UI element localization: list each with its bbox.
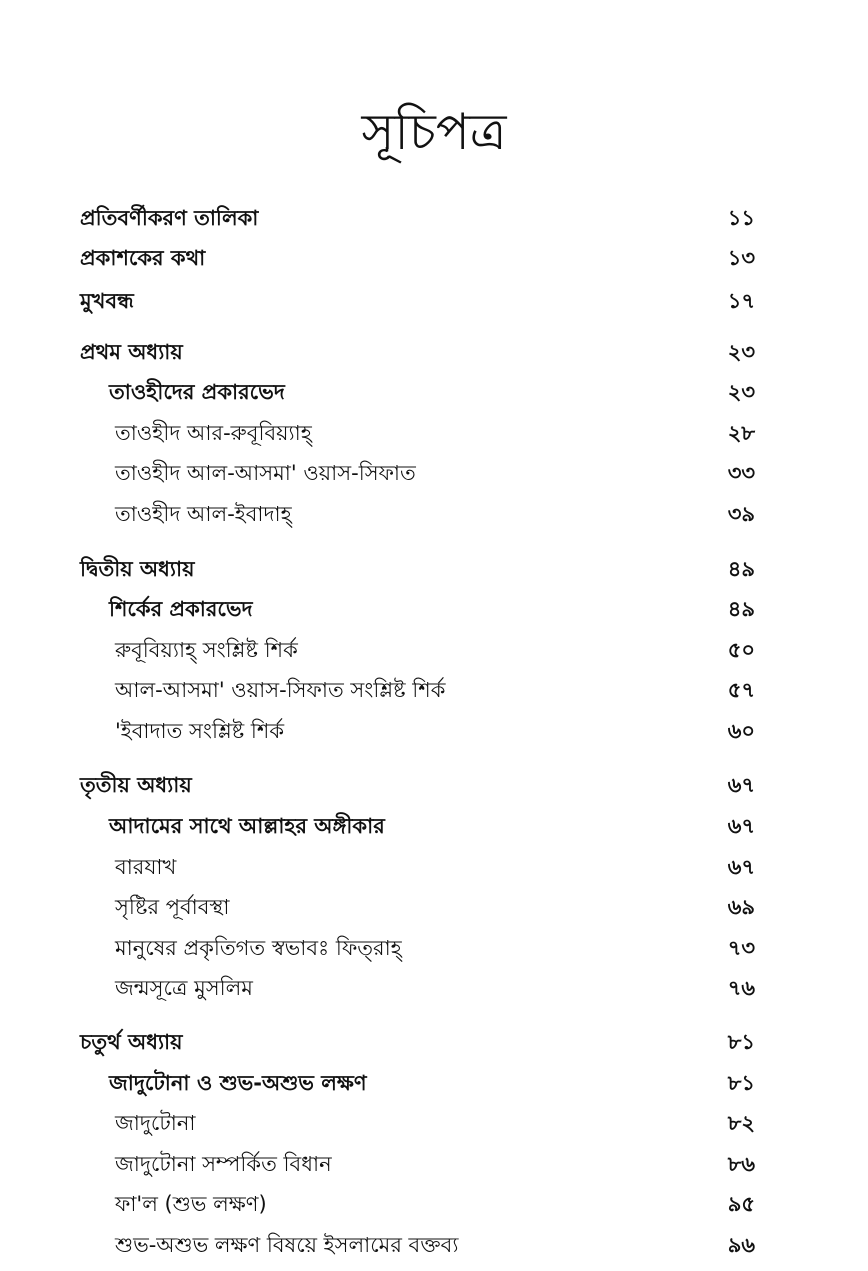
toc-entry-page-number: ৩৩ xyxy=(727,460,755,485)
toc-entry-page-number: ৪৯ xyxy=(727,596,755,621)
toc-entry-title: শুভ-অশুভ লক্ষণ বিষয়ে ইসলামের বক্তব্য xyxy=(115,1233,459,1257)
toc-entry-page-number: ৭৩ xyxy=(727,935,755,960)
toc-entry-page-number: ১১ xyxy=(727,205,755,230)
toc-entry xyxy=(80,496,755,532)
toc-entry-page-number: ৮২ xyxy=(727,1110,755,1135)
page-title: সূচিপত্র xyxy=(361,103,507,161)
toc-entry-page-number: ১৭ xyxy=(727,288,755,313)
toc-entry-title: মানুষের প্রকৃতিগত স্বভাবঃ ফিত্‌রাহ্ xyxy=(115,936,402,960)
toc-entry xyxy=(80,334,755,370)
toc-entry-title: তৃতীয় অধ্যায় xyxy=(80,773,192,797)
toc-entry xyxy=(80,808,755,844)
toc-entry xyxy=(80,591,755,627)
toc-entry xyxy=(80,200,755,236)
toc-entry-page-number: ৬৯ xyxy=(727,894,755,919)
toc-entry-title: তাওহীদ আল-আসমা' ওয়াস-সিফাত xyxy=(115,461,416,485)
toc-entry xyxy=(80,1186,755,1222)
toc-entry xyxy=(80,849,755,885)
toc-entry-title: জাদুটোনা সম্পর্কিত বিধান xyxy=(115,1152,332,1176)
toc-entry-title: দ্বিতীয় অধ্যায় xyxy=(80,557,195,581)
toc-entry-page-number: ৩৯ xyxy=(727,501,755,526)
toc-entry xyxy=(80,970,755,1006)
toc-entry-page-number: ২৩ xyxy=(727,379,755,404)
toc-entry-title: শির্কের প্রকারভেদ xyxy=(109,597,253,621)
toc-entry-title: আদামের সাথে আল্লাহর অঙ্গীকার xyxy=(109,814,385,838)
toc-entry xyxy=(80,455,755,491)
toc-entry-title: জন্মসূত্রে মুসলিম xyxy=(115,976,253,1000)
toc-entry-title: প্রথম অধ্যায় xyxy=(80,340,183,364)
toc-entry-title: রুবূবিয়্যাহ্ সংশ্লিষ্ট শির্ক xyxy=(115,638,298,662)
toc-entry-title: সৃষ্টির পূর্বাবস্থা xyxy=(115,895,230,919)
toc-entry-page-number: ৯৬ xyxy=(727,1232,755,1257)
toc-entry-page-number: ৭৬ xyxy=(727,975,755,1000)
toc-entry xyxy=(80,889,755,925)
toc-entry-page-number: ২৩ xyxy=(727,339,755,364)
toc-entry-page-number: ১৩ xyxy=(727,245,755,270)
toc-entry-page-number: ৯৫ xyxy=(727,1191,755,1216)
toc-entry-title: 'ইবাদাত সংশ্লিষ্ট শির্ক xyxy=(115,719,285,743)
toc-entry-title: মুখবন্ধ xyxy=(80,289,134,313)
toc-entry-title: চতুর্থ অধ্যায় xyxy=(80,1030,183,1054)
toc-entry xyxy=(80,1105,755,1141)
toc-entry xyxy=(80,1065,755,1101)
toc-entry-page-number: ৬৭ xyxy=(727,772,755,797)
toc-entry-title: প্রকাশকের কথা xyxy=(80,246,206,270)
toc-entry xyxy=(80,1146,755,1182)
toc-entry xyxy=(80,283,755,319)
toc-entry-title: বারযাখ xyxy=(115,855,177,879)
toc-entry xyxy=(80,240,755,276)
toc-entry-page-number: ২৮ xyxy=(727,420,755,445)
toc-entry-page-number: ৫৭ xyxy=(727,677,755,702)
toc-entry-title: জাদুটোনা ও শুভ-অশুভ লক্ষণ xyxy=(109,1071,367,1095)
toc-entry-page-number: ৮১ xyxy=(727,1070,755,1095)
toc-entry-title: তাওহীদ আল-ইবাদাহ্ xyxy=(115,502,292,526)
toc-entry-page-number: ৬৭ xyxy=(727,854,755,879)
toc-entry xyxy=(80,415,755,451)
toc-entry-title: তাওহীদের প্রকারভেদ xyxy=(109,380,285,404)
toc-entry-page-number: ৫০ xyxy=(727,637,755,662)
toc-entry-page-number: ৮১ xyxy=(727,1029,755,1054)
toc-entry-page-number: ৬০ xyxy=(727,718,755,743)
toc-entry xyxy=(80,930,755,966)
toc-entry xyxy=(80,1024,755,1060)
toc-entry-page-number: ৪৯ xyxy=(727,556,755,581)
toc-entry xyxy=(80,672,755,708)
toc-entry xyxy=(80,551,755,587)
toc-entry xyxy=(80,374,755,410)
toc-entry xyxy=(80,632,755,668)
toc-entry-title: প্রতিবর্ণীকরণ তালিকা xyxy=(80,206,259,230)
toc-entry-title: ফা'ল (শুভ লক্ষণ) xyxy=(115,1192,267,1216)
toc-entry-title: জাদুটোনা xyxy=(115,1111,196,1135)
toc-entry-title: আল-আসমা' ওয়াস-সিফাত সংশ্লিষ্ট শির্ক xyxy=(115,678,446,702)
toc-entry xyxy=(80,1227,755,1263)
toc-entry xyxy=(80,767,755,803)
toc-entry-title: তাওহীদ আর-রুবূবিয়্যাহ্ xyxy=(115,421,312,445)
toc-entry-page-number: ৬৭ xyxy=(727,813,755,838)
toc-entry-page-number: ৮৬ xyxy=(727,1151,755,1176)
toc-entry xyxy=(80,713,755,749)
